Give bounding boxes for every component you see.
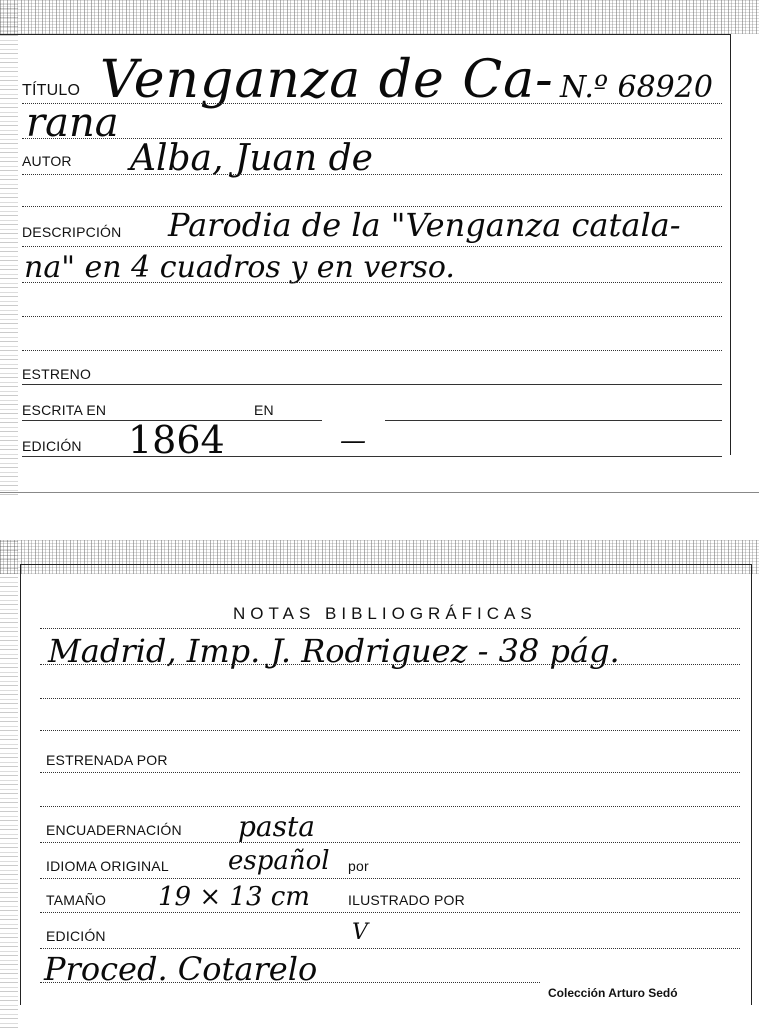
idioma-line: [40, 878, 740, 879]
tamano-line: [40, 912, 740, 913]
estreno-label: ESTRENO: [22, 366, 92, 382]
notas-line-2: [40, 698, 740, 699]
idioma-value: español: [228, 846, 330, 876]
edicion-back-mark: V: [352, 920, 368, 945]
edicion-line: [22, 456, 722, 457]
card-frame-2: [20, 564, 752, 1005]
encuadernacion-line: [40, 842, 740, 843]
estrenada-por-label: ESTRENADA POR: [46, 752, 168, 768]
tamano-label: TAMAÑO: [46, 892, 107, 908]
notas-line-3: [40, 730, 740, 731]
titulo-value-line1: Venganza de Ca-: [100, 50, 554, 110]
collection-footer: Colección Arturo Sedó: [548, 986, 678, 1000]
notas-heading: NOTAS BIBLIOGRÁFICAS: [233, 604, 537, 623]
catalog-card-front: [0, 0, 759, 495]
scan-noise-left-2: [0, 540, 18, 1028]
tamano-value: 19 × 13 cm: [158, 882, 310, 912]
por-label: por: [348, 858, 369, 874]
procedencia-line: [40, 982, 540, 983]
encuadernacion-label: ENCUADERNACIÓN: [46, 822, 182, 838]
escrita-en-label: ESCRITA EN: [22, 402, 107, 418]
autor-value: Alba, Juan de: [130, 138, 373, 179]
catalog-card-back: [0, 540, 759, 1028]
encuadernacion-value: pasta: [238, 810, 315, 843]
edicion-back-label: EDICIÓN: [46, 928, 106, 944]
blank-line-4: [40, 806, 740, 807]
estrenada-line: [40, 772, 740, 773]
blank-line-2: [22, 316, 722, 317]
blank-line-3: [22, 350, 722, 351]
descripcion-line-1: [22, 246, 722, 247]
edicion-back-line: [40, 948, 740, 949]
titulo-label: TÍTULO: [22, 82, 81, 99]
idioma-label: IDIOMA ORIGINAL: [46, 858, 169, 874]
titulo-value-line2: rana: [26, 100, 119, 146]
edicion-dash: —: [340, 426, 366, 456]
scan-noise-top: [0, 0, 759, 34]
en-label: EN: [254, 402, 274, 418]
ilustrado-label: ILUSTRADO POR: [348, 892, 465, 908]
titulo-line-1: [22, 103, 722, 104]
autor-label: AUTOR: [22, 153, 72, 169]
edicion-label: EDICIÓN: [22, 438, 82, 454]
notas-line-0: [40, 628, 740, 629]
notas-line-1: [40, 664, 740, 665]
procedencia-value: Proced. Cotarelo: [44, 950, 318, 988]
estreno-line: [22, 384, 722, 385]
descripcion-line-2: [22, 282, 722, 283]
descripcion-line1: Parodia de la "Venganza catala-: [168, 206, 681, 244]
notas-line1: Madrid, Imp. J. Rodriguez - 38 pág.: [48, 632, 620, 670]
escrita-right-line: [385, 420, 722, 421]
edicion-value: 1864: [128, 418, 225, 462]
catalog-number: N.º 68920: [560, 70, 713, 105]
descripcion-label: DESCRIPCIÓN: [22, 224, 122, 240]
descripcion-line2: na" en 4 cuadros y en verso.: [24, 250, 455, 285]
card-divider: [0, 492, 759, 493]
autor-line: [22, 174, 722, 175]
